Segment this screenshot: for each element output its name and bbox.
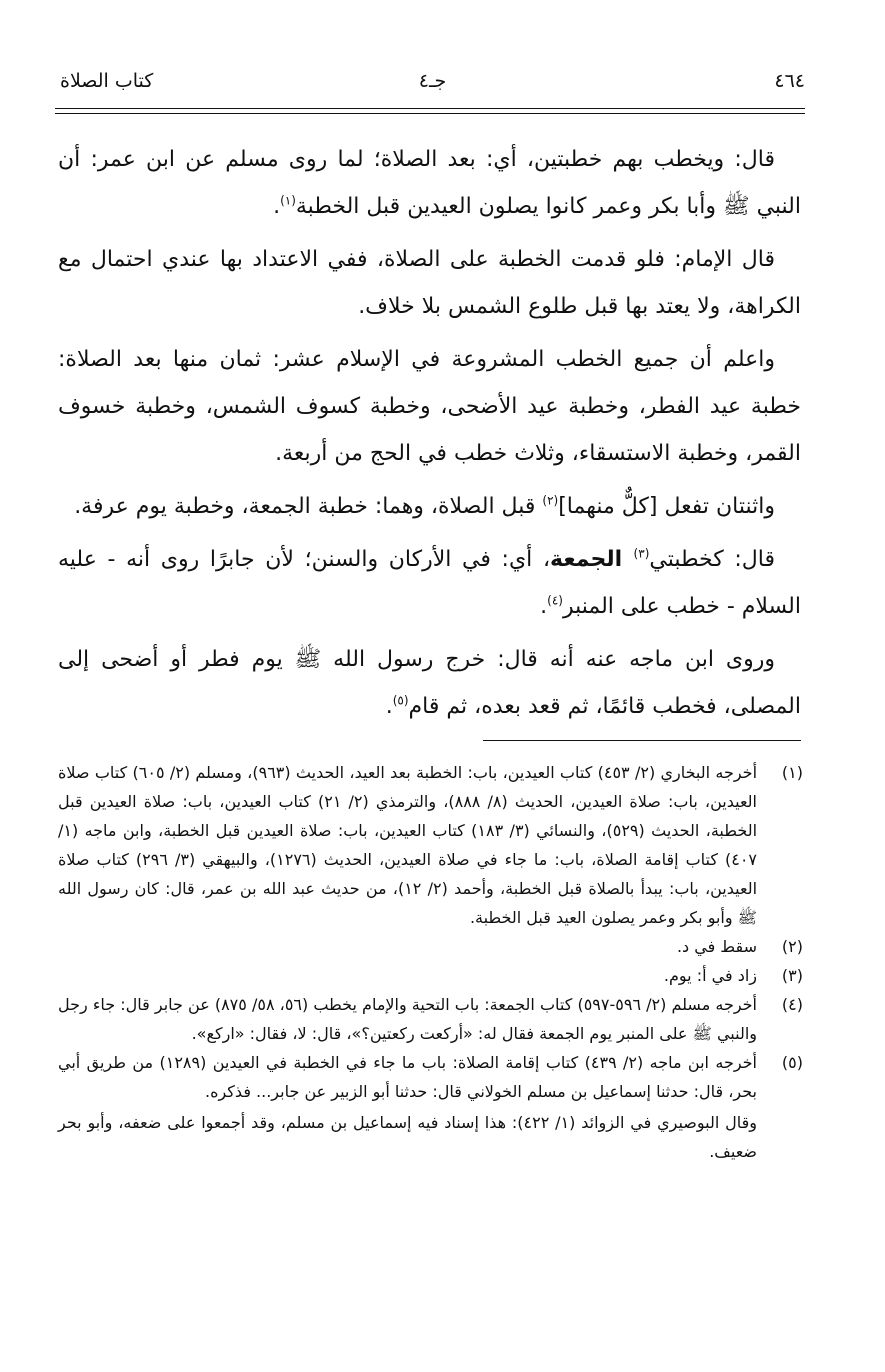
footnote-ref-4: (٤) [547,593,563,608]
paragraph-3 [58,336,801,477]
footnote-ref-3: (٣) [633,546,650,561]
paragraph-1-text: قال: ويخطب بهم خطبتين، أي: بعد الصلاة؛ لما روى مسلم عن ابن عمر: أن النبي ﷺ وأبا بكر وعمر كانوا يصلون العيدين قبل الخطبة [58,147,801,219]
paragraph-4-lead: واثنتان تفعل [كلٌّ منهما] [558,494,775,519]
book-title: كتاب الصلاة [60,70,154,92]
paragraph-2 [58,236,801,330]
footnote-ref-1: (١) [280,193,296,208]
paragraph-1-tail: . [273,194,281,219]
header-rule-thin [55,113,805,114]
footnote-1 [58,758,803,932]
footnote-text: أخرجه ابن ماجه (٢/ ٤٣٩) كتاب إقامة الصلاة: باب ما جاء في الخطبة في العيدين (١٢٨٩) من طريق أبي بحر، قال: حدثنا إسماعيل بن مسلم الخولاني قال: حدثنا أبو الزبير عن جابر... فذكره. [58,1053,758,1101]
paragraph-5-tail: . [540,594,548,619]
header-rule-thick [55,108,805,109]
paragraph-5 [58,536,801,630]
footnote-text: أخرجه البخاري (٢/ ٤٥٣) كتاب العيدين، باب: الخطبة بعد العيد، الحديث (٩٦٣)، ومسلم (٢/ ٦٠٥) كتاب صلاة العيدين، باب: صلاة العيدين، الحديث (٨/ ٨٨٨)، والترمذي (٢/ ٢١) كتاب العيدين، باب: صلاة العيدين قبل الخطبة، الحديث (٥٢٩)، والنسائي (٣/ ١٨٣) كتاب العيدين، باب: صلاة العيدين قبل الخطبة، وابن ماجه (١/ ٤٠٧) كتاب إقامة الصلاة، باب: ما جاء في صلاة العيدين، الحديث (١٢٧٦)، والبيهقي (٣/ ٢٩٦) كتاب صلاة العيدين، باب: يبدأ بالصلاة قبل الخطبة، وأحمد (٢/ ١٢)، من حديث عبد الله بن عمر، قال: كان رسول الله ﷺ وأبو بكر وعمر يصلون العيد قبل الخطبة. [58,763,758,927]
footnote-4 [58,990,803,1048]
paragraph-3-text: واعلم أن جميع الخطب المشروعة في الإسلام عشر: ثمان منها بعد الصلاة: خطبة عيد الفطر، وخطبة عيد الأضحى، وخطبة كسوف الشمس، وخطبة خسوف القمر، وخطبة الاستسقاء، وثلاث خطب في الحج من أربعة. [58,347,801,466]
paragraph-2-text: قال الإمام: فلو قدمت الخطبة على الصلاة، ففي الاعتداد بها عندي احتمال مع الكراهة، ولا يعتد بها قبل طلوع الشمس بلا خلاف. [58,247,801,319]
footnote-ref-2: (٢) [542,493,559,508]
paragraph-5-text: ، أي: في الأركان والسنن؛ لأن جابرًا روى أنه - عليه السلام - خطب على المنبر [58,547,801,619]
footnotes [58,758,803,1166]
footnote-text: زاد في أ: يوم. [663,966,757,985]
paragraph-4-text: قبل الصلاة، وهما: خطبة الجمعة، وخطبة يوم عرفة. [74,494,543,519]
paragraph-6-tail: . [385,694,393,719]
main-text [58,136,801,736]
paragraph-5-bold: الجمعة [550,547,634,572]
footnote-separator [483,740,801,741]
footnote-3 [58,961,803,990]
paragraph-6 [58,636,801,730]
footnote-2 [58,932,803,961]
paragraph-4 [58,483,801,530]
footnote-ref-5: (٥) [392,693,409,708]
footnote-5-continuation: وقال البوصيري في الزوائد (١/ ٤٢٢): هذا إسناد فيه إسماعيل بن مسلم، وقد أجمعوا على ضعفه، وأبو بحر ضعيف. [58,1113,758,1161]
paragraph-1 [58,136,801,230]
footnote-5 [58,1048,803,1106]
footnote-number: (٢) [781,937,803,956]
footnote-number: (١) [781,763,803,782]
footnote-number: (٤) [781,995,803,1014]
footnote-text: سقط في د. [676,937,757,956]
footnote-number: (٥) [781,1053,803,1072]
footnote-number: (٣) [781,966,803,985]
paragraph-5-lead: قال: كخطبتي [649,547,775,572]
volume-label: جـ٤ [418,70,447,92]
running-header [60,70,805,106]
page-number: ٤٦٤ [774,70,805,92]
paragraph-6-text: وروى ابن ماجه عنه أنه قال: خرج رسول الله ﷺ يوم فطر أو أضحى إلى المصلى، فخطب قائمًا، ثم قعد بعده، ثم قام [58,647,801,719]
footnote-text: أخرجه مسلم (٢/ ٥٩٦-٥٩٧) كتاب الجمعة: باب التحية والإمام يخطب (٥٦، ٥٨/ ٨٧٥) عن جابر قال: جاء رجل والنبي ﷺ على المنبر يوم الجمعة فقال له: «أركعت ركعتين؟»، قال: لا، فقال: «اركع». [58,995,758,1043]
